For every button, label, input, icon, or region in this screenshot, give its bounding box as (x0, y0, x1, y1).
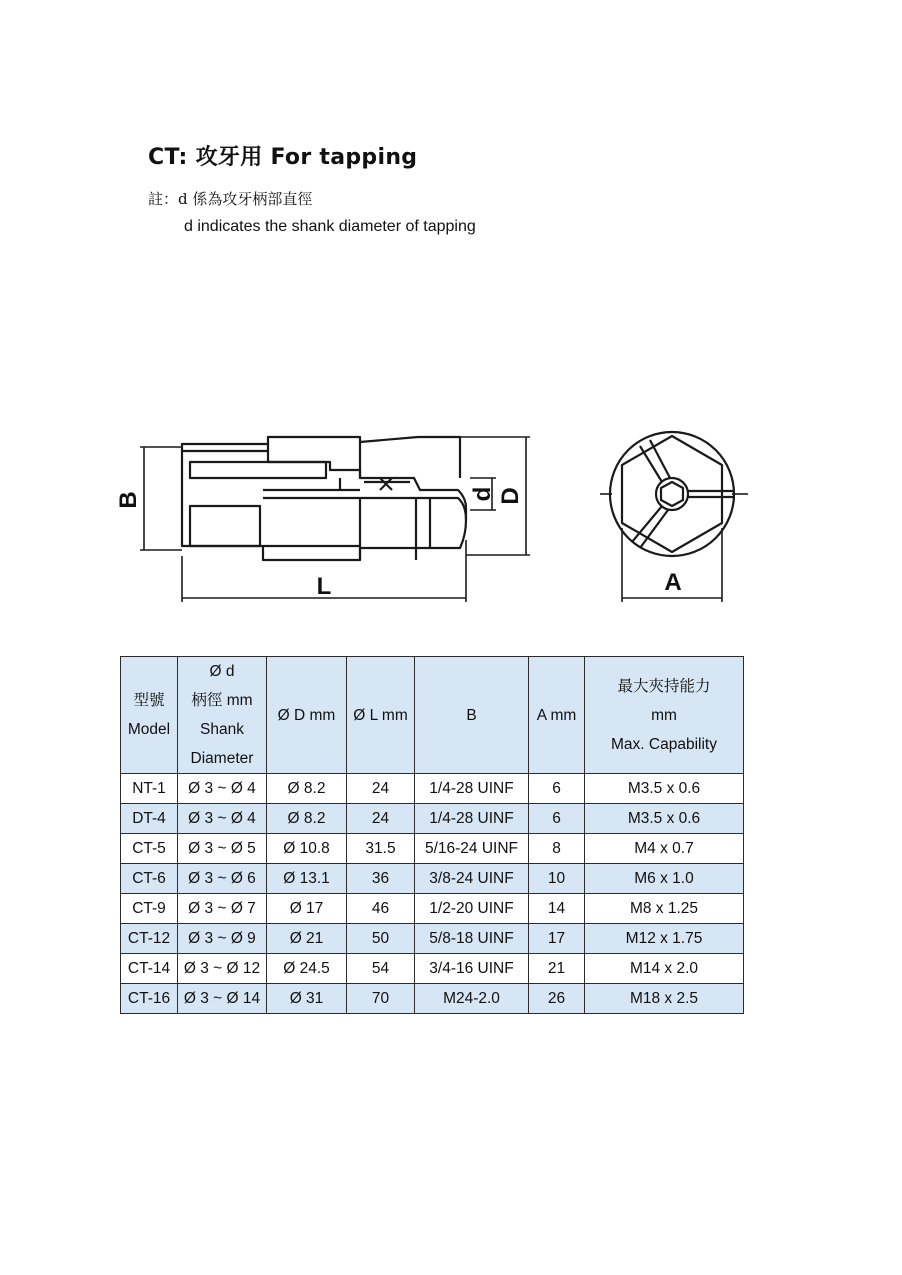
cell-shank: Ø 3 ~ Ø 12 (178, 954, 267, 984)
label-d: d (469, 486, 496, 502)
cell-B: 5/8-18 UINF (415, 924, 529, 954)
cell-A: 6 (529, 774, 585, 804)
cell-B: 1/4-28 UINF (415, 804, 529, 834)
cell-shank: Ø 3 ~ Ø 14 (178, 984, 267, 1014)
header-shank-diameter: Ø d 柄徑 mm Shank Diameter (178, 657, 267, 774)
table-row (121, 804, 744, 834)
cell-L: 24 (347, 804, 415, 834)
cell-D: Ø 13.1 (267, 864, 347, 894)
cell-D: Ø 8.2 (267, 774, 347, 804)
header-D: Ø D mm (267, 657, 347, 774)
cell-L: 36 (347, 864, 415, 894)
label-D: D (497, 487, 524, 505)
cell-D: Ø 24.5 (267, 954, 347, 984)
cell-A: 14 (529, 894, 585, 924)
cell-D: Ø 10.8 (267, 834, 347, 864)
cell-A: 10 (529, 864, 585, 894)
cell-shank: Ø 3 ~ Ø 9 (178, 924, 267, 954)
cell-B: 3/8-24 UINF (415, 864, 529, 894)
header-L: Ø L mm (347, 657, 415, 774)
table-row (121, 954, 744, 984)
cell-A: 17 (529, 924, 585, 954)
cell-A: 8 (529, 834, 585, 864)
cell-L: 31.5 (347, 834, 415, 864)
cell-D: Ø 8.2 (267, 804, 347, 834)
collet-end-view (610, 432, 734, 556)
cell-model: CT-12 (121, 924, 178, 954)
cell-capability: M8 x 1.25 (585, 894, 744, 924)
cell-model: DT-4 (121, 804, 178, 834)
cell-B: 1/2-20 UINF (415, 894, 529, 924)
cell-B: 1/4-28 UINF (415, 774, 529, 804)
cell-A: 21 (529, 954, 585, 984)
cell-shank: Ø 3 ~ Ø 4 (178, 804, 267, 834)
note-chinese: 註：d 係為攻牙柄部直徑 (148, 190, 313, 208)
cell-capability: M4 x 0.7 (585, 834, 744, 864)
cell-shank: Ø 3 ~ Ø 4 (178, 774, 267, 804)
label-L: L (316, 573, 332, 600)
cell-D: Ø 17 (267, 894, 347, 924)
table-row (121, 924, 744, 954)
cell-model: CT-14 (121, 954, 178, 984)
spec-table (120, 656, 744, 1014)
header-model: 型號 Model (121, 657, 178, 774)
cell-shank: Ø 3 ~ Ø 6 (178, 864, 267, 894)
note-english: d indicates the shank diameter of tapping (184, 218, 476, 235)
header-max-capability: 最大夾持能力 mm Max. Capability (585, 657, 744, 774)
cell-model: CT-6 (121, 864, 178, 894)
cell-L: 24 (347, 774, 415, 804)
cell-capability: M6 x 1.0 (585, 864, 744, 894)
cell-L: 46 (347, 894, 415, 924)
cell-B: M24-2.0 (415, 984, 529, 1014)
cell-model: CT-16 (121, 984, 178, 1014)
page-title: CT: 攻牙用 For tapping (148, 145, 418, 170)
cell-shank: Ø 3 ~ Ø 7 (178, 894, 267, 924)
cell-capability: M3.5 x 0.6 (585, 774, 744, 804)
cell-capability: M12 x 1.75 (585, 924, 744, 954)
cell-capability: M14 x 2.0 (585, 954, 744, 984)
cell-model: NT-1 (121, 774, 178, 804)
cell-model: CT-9 (121, 894, 178, 924)
cell-D: Ø 31 (267, 984, 347, 1014)
table-header-row (121, 657, 744, 774)
cell-B: 5/16-24 UINF (415, 834, 529, 864)
table-row (121, 834, 744, 864)
table-row (121, 984, 744, 1014)
table-row (121, 774, 744, 804)
table-body (121, 774, 744, 1014)
header-B: B (415, 657, 529, 774)
table-row (121, 894, 744, 924)
cell-D: Ø 21 (267, 924, 347, 954)
collet-side-view (182, 437, 466, 560)
cell-A: 26 (529, 984, 585, 1014)
cell-L: 70 (347, 984, 415, 1014)
header-A: A mm (529, 657, 585, 774)
cell-L: 50 (347, 924, 415, 954)
table-row (121, 864, 744, 894)
cell-B: 3/4-16 UINF (415, 954, 529, 984)
label-B: B (115, 491, 142, 509)
label-A: A (664, 569, 682, 596)
cell-capability: M3.5 x 0.6 (585, 804, 744, 834)
cell-shank: Ø 3 ~ Ø 5 (178, 834, 267, 864)
cell-A: 6 (529, 804, 585, 834)
cell-model: CT-5 (121, 834, 178, 864)
cell-L: 54 (347, 954, 415, 984)
cell-capability: M18 x 2.5 (585, 984, 744, 1014)
